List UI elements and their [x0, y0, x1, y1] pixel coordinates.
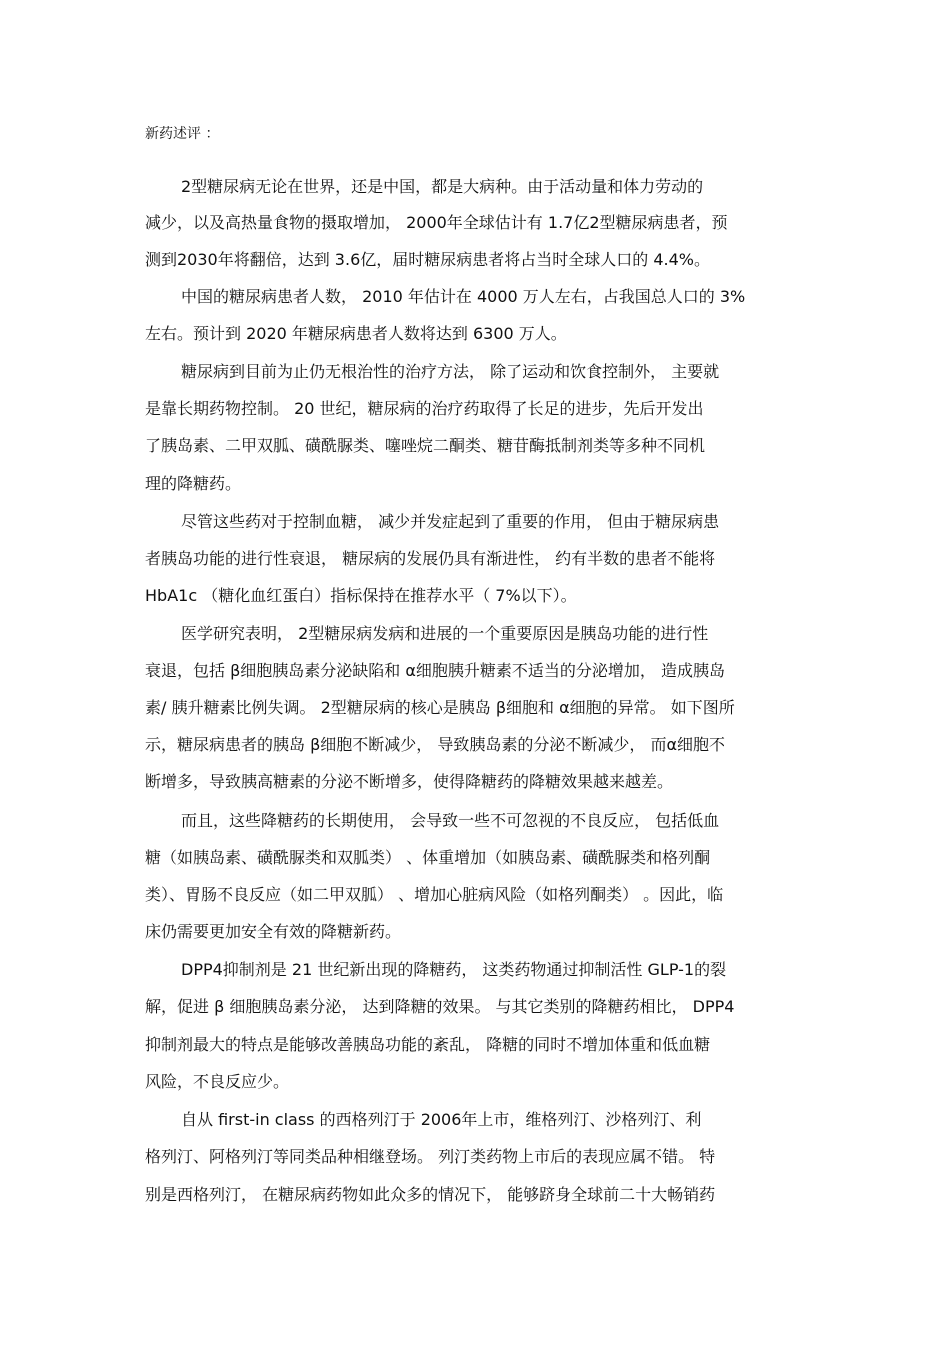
text-line: 减少，以及高热量食物的摄取增加， 2000年全球估计有 1.7亿2型糖尿病患者，预 — [145, 213, 728, 232]
text-line: 左右。预计到 2020 年糖尿病患者人数将达到 6300 万人。 — [145, 324, 567, 343]
text-line: 类）、胃肠不良反应（如二甲双胍） 、增加心脏病风险（如格列酮类） 。因此，临 — [145, 885, 724, 904]
text-line: 2型糖尿病无论在世界，还是中国，都是大病种。由于活动量和体力劳动的 — [181, 177, 704, 196]
text-line: 糖（如胰岛素、磺酰脲类和双胍类） 、体重增加（如胰岛素、磺酰脲类和格列酮 — [145, 848, 711, 867]
text-line: 者胰岛功能的进行性衰退， 糖尿病的发展仍具有渐进性， 约有半数的患者不能将 — [145, 549, 716, 568]
text-line: 而且，这些降糖药的长期使用， 会导致一些不可忽视的不良反应， 包括低血 — [181, 811, 720, 830]
text-line: 风险，不良反应少。 — [145, 1072, 290, 1091]
text-line: HbA1c （糖化血红蛋白）指标保持在推荐水平（ 7%以下）。 — [145, 586, 577, 605]
document-heading: 新药述评 ： — [145, 126, 220, 142]
text-line: 衰退，包括 β细胞胰岛素分泌缺陷和 α细胞胰升糖素不适当的分泌增加， 造成胰岛 — [145, 661, 726, 680]
text-line: 解，促进 β 细胞胰岛素分泌， 达到降糖的效果。 与其它类别的降糖药相比， DPP4 — [145, 997, 735, 1016]
text-line: 断增多，导致胰高糖素的分泌不断增多，使得降糖药的降糖效果越来越差。 — [145, 772, 674, 791]
text-line: 抑制剂最大的特点是能够改善胰岛功能的紊乱， 降糖的同时不增加体重和低血糖 — [145, 1035, 711, 1054]
text-line: 格列汀、阿格列汀等同类品种相继登场。 列汀类药物上市后的表现应属不错。 特 — [145, 1147, 716, 1166]
text-line: 自从 first-in class 的西格列汀于 2006年上市，维格列汀、沙格列汀、利 — [181, 1110, 702, 1129]
text-line: 测到2030年将翻倍，达到 3.6亿，届时糖尿病患者将占当时全球人口的 4.4%。 — [145, 250, 710, 269]
text-line: 中国的糖尿病患者人数， 2010 年估计在 4000 万人左右，占我国总人口的 3% — [181, 287, 746, 306]
text-line: 医学研究表明， 2型糖尿病发病和进展的一个重要原因是胰岛功能的进行性 — [181, 624, 709, 643]
text-line: 糖尿病到目前为止仍无根治性的治疗方法， 除了运动和饮食控制外， 主要就 — [181, 362, 720, 381]
text-line: DPP4抑制剂是 21 世纪新出现的降糖药， 这类药物通过抑制活性 GLP-1的裂 — [181, 960, 727, 979]
text-line: 别是西格列汀， 在糖尿病药物如此众多的情况下， 能够跻身全球前二十大畅销药 — [145, 1185, 716, 1204]
text-line: 素/ 胰升糖素比例失调。 2型糖尿病的核心是胰岛 β细胞和 α细胞的异常。 如下图所 — [145, 698, 735, 717]
text-line: 是靠长期药物控制。 20 世纪，糖尿病的治疗药取得了长足的进步，先后开发出 — [145, 399, 704, 418]
text-line: 尽管这些药对于控制血糖， 减少并发症起到了重要的作用， 但由于糖尿病患 — [181, 512, 720, 531]
text-line: 床仍需要更加安全有效的降糖新药。 — [145, 922, 402, 941]
text-line: 了胰岛素、二甲双胍、磺酰脲类、噻唑烷二酮类、糖苷酶抵制剂类等多种不同机 — [145, 436, 706, 455]
text-line: 理的降糖药。 — [145, 474, 242, 493]
text-line: 示，糖尿病患者的胰岛 β细胞不断减少， 导致胰岛素的分泌不断减少， 而α细胞不 — [145, 735, 726, 754]
